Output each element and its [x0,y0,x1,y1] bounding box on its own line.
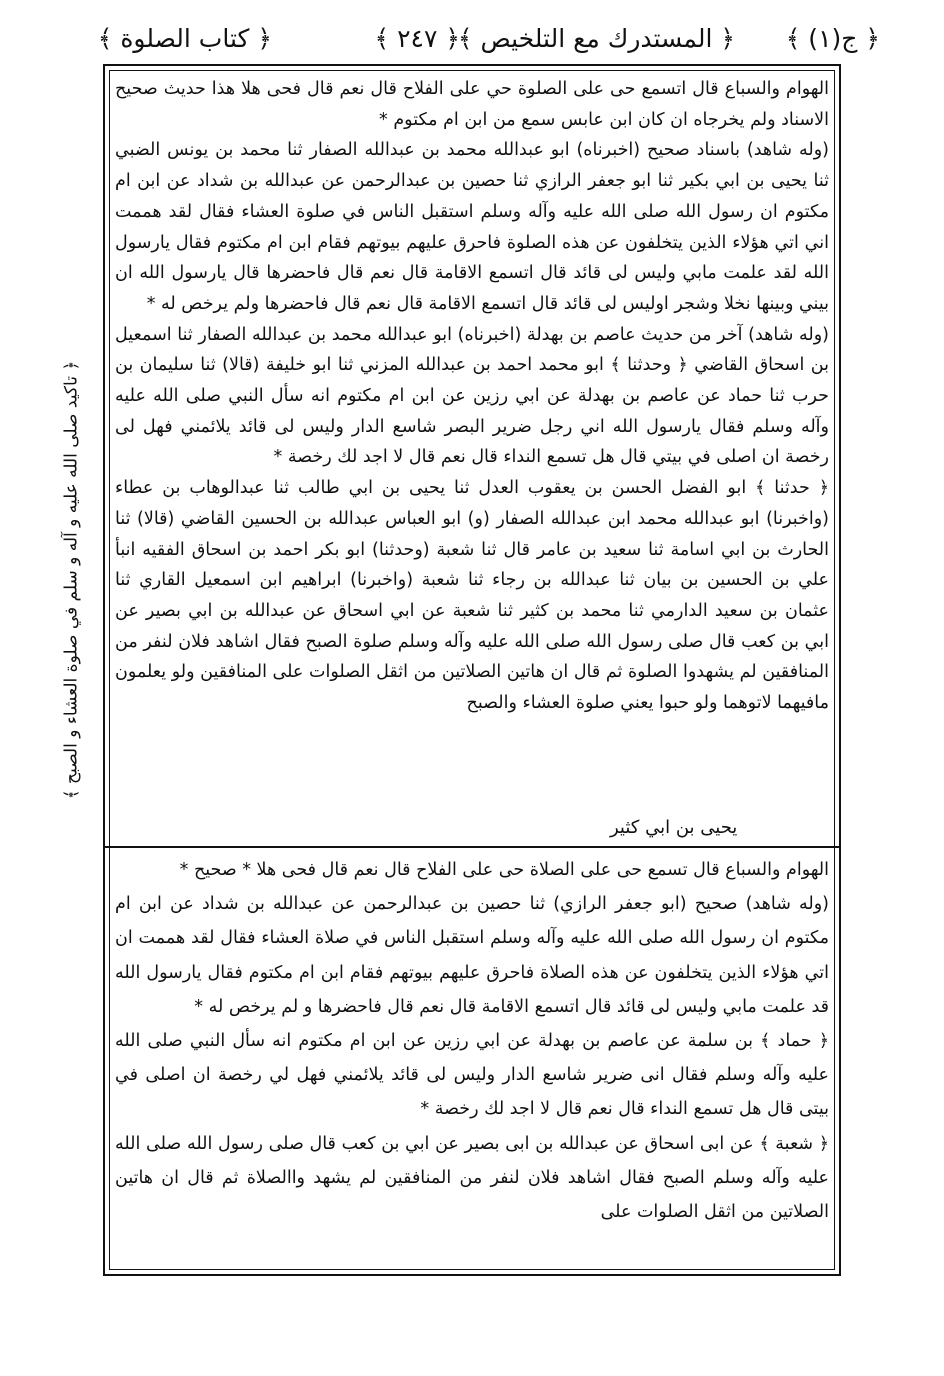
paragraph: الهوام والسباع قال اتسمع حى على الصلوة حي على الفلاح قال نعم قال فحى هلا هذا حديث صحيح الاسناد ولم يخرجاه ان كان ابن عابس سمع من ابن ام مكتوم * [115,79,829,130]
paragraph: (وله شاهد) صحيح (ابو جعفر الرازي) ثنا حصين بن عبدالرحمن عن عبدالله بن شداد عن ابن ام مكتوم ان رسول الله صلى الله عليه وآله وسلم استقبل الناس في صلاة العشاء فقال لقد هممت ان اتي هؤلاء الذين يتخلفون عن هذه الصلاة فاحرق عليهم بيوتهم فقام ابن ام مكتوم فقال يارسول الله قد علمت مابي وليس لى قائد قال اتسمع الاقامة قال نعم قال فاحضرها و لم يرخص له * [115,894,829,1017]
main-text [115,74,829,719]
volume-label: ﴿ ج(١) ﴾ [785,24,880,53]
paragraph: الهوام والسباع قال تسمع حى على الصلاة حى على الفلاح قال نعم قال فحى هلا * صحيح * [179,860,829,880]
book-title: ﴿ المستدرك مع التلخيص ﴾ [457,24,735,53]
paragraph: ﴿ شعبة ﴾ عن ابى اسحاق عن عبدالله بن ابى بصير عن ابي بن كعب قال صلى رسول الله صلى الله عليه وآله وسلم الصبح فقال اشاهد فلان لنفر من المنافقين لم يشهد واالصلاة ثم قال ان هاتين الصلاتين من اثقل الصلوات على [115,1133,829,1223]
section-divider [103,846,841,848]
paragraph: (وله شاهد) آخر من حديث عاصم بن بهدلة (اخبرناه) ابو عبدالله محمد بن عبدالله الصفار ثنا اسمعيل بن اسحاق القاضي ﴿ وحدثنا ﴾ ابو محمد احمد بن عبدالله المزني ثنا ابو خليفة (قالا) ثنا سليمان بن حرب ثنا حماد عن عاصم بن بهدلة عن ابي رزين عن ابن ام مكتوم انه سأل النبي صلى الله عليه وآله وسلم فقال يارسول الله اني رجل ضرير البصر شاسع الدار وليس لى قائد يلائمني فهل لى رخصة ان اصلى في بيتي قال هل تسمع النداء قال نعم قال لا اجد لك رخصة * [115,324,829,468]
catchword: يحيى بن ابي كثير [610,817,738,838]
page-number: ﴿ ٢٤٧ ﴾ [374,24,460,53]
paragraph: (وله شاهد) باسناد صحيح (اخبرناه) ابو عبدالله محمد بن عبدالله الصفار ثنا محمد بن يونس الضبي ثنا يحيى بن ابي بكير ثنا ابو جعفر الرازي ثنا حصين بن عبدالرحمن عن عبدالله بن شداد عن ابن ام مكتوم ان رسول الله صلى الله عليه وآله وسلم استقبل الناس في صلوة العشاء فقال لقد هممت اني اتي هؤلاء الذين يتخلفون عن هذه الصلوة فاحرق عليهم بيوتهم فقام ابن ام مكتوم فقال يارسول الله لقد علمت مابي وليس لى قائد قال اتسمع الاقامة قال نعم قال فاحضرها قال يارسول الله ان بيني وبينها نخلا وشجر اوليس لى قائد قال اتسمع الاقامة قال نعم قال فاحضرها ولم يرخص له * [115,140,829,314]
page-header [97,14,880,68]
paragraph: ﴿ حماد ﴾ بن سلمة عن عاصم بن بهدلة عن ابي رزين عن ابن ام مكتوم انه سأل النبي صلى الله عليه وآله وسلم فقال انى ضرير شاسع الدار وليس لى قائد يلائمني فهل لي رخصة ان اصلى في بيتى قال هل تسمع النداء قال نعم قال لا اجد لك رخصة * [115,1031,829,1120]
margin-note [50,150,92,1010]
talkhis-text [115,853,829,1229]
chapter-title: ﴿ كتاب الصلوة ﴾ [97,24,272,53]
paragraph: ﴿ حدثنا ﴾ ابو الفضل الحسن بن يعقوب العدل ثنا يحيى بن ابي طالب ثنا عبدالوهاب بن عطاء (واخبرنا) ابو عبدالله محمد ابن عبدالله الصفار (و) ابو العباس عبدالله بن الحسين القاضي (قالا) ثنا الحارث بن ابي اسامة ثنا سعيد بن عامر قال ثنا شعبة (وحدثنا) ابو بكر احمد بن اسحاق الفقيه انبأ علي بن الحسين بن بيان ثنا عبدالله بن رجاء ثنا شعبة (واخبرنا) ابراهيم ابن اسمعيل القاري ثنا عثمان بن سعيد الدارمي ثنا محمد بن كثير ثنا شعبة عن ابي اسحاق عن عبدالله بن ابي بصير عن ابي بن كعب قال صلى رسول الله صلى الله عليه وآله وسلم صلوة الصبح فقال اشاهد فلان لنفر من المنافقين لم يشهدوا الصلوة ثم قال ان هاتين الصلاتين من اثقل الصلوات على المنافقين ولو يعلمون مافيهما لاتوهما ولو حبوا يعني صلوة العشاء والصبح [115,478,829,714]
margin-note-text: ﴿ تاكيد صلى الله عليه و آله و سلم في صلوة العشاء و الصبح ﴾ [61,360,82,800]
